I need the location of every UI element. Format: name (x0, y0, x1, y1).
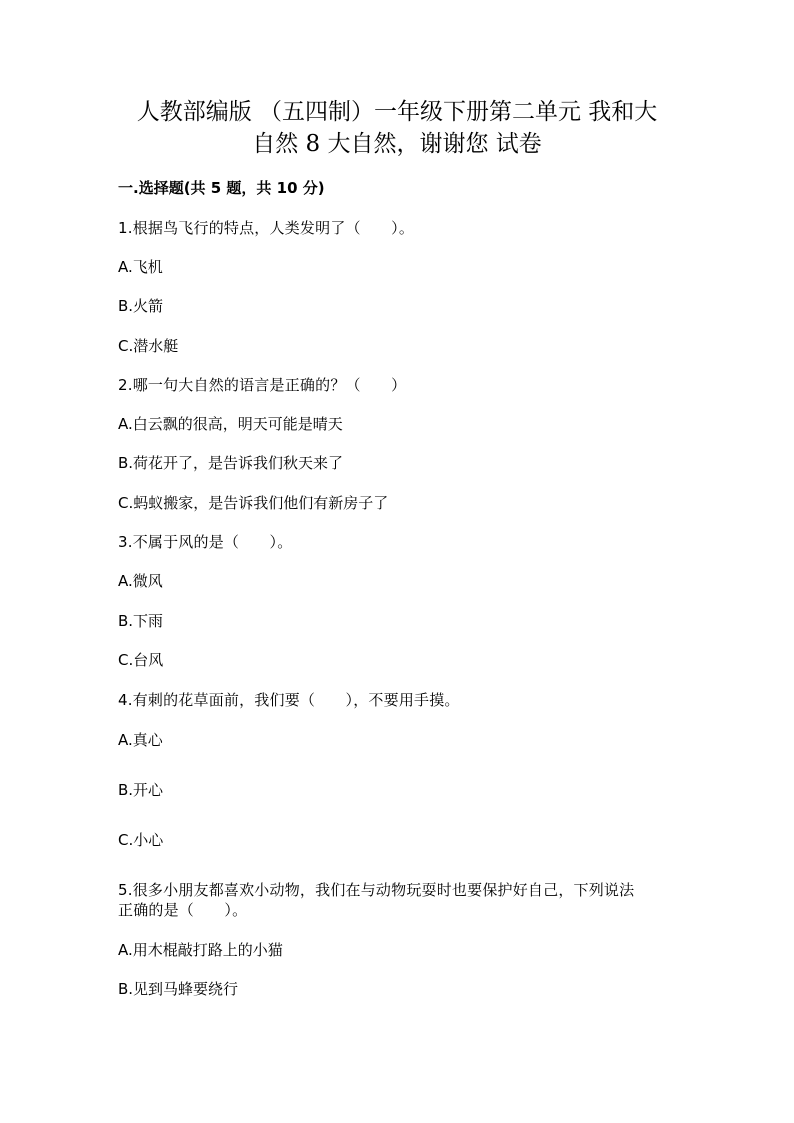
question-5-option-b: B.见到马蜂要绕行 (118, 980, 239, 998)
question-2-option-c: C.蚂蚁搬家，是告诉我们他们有新房子了 (118, 494, 389, 512)
section-heading: 一.选择题(共 5 题，共 10 分) (118, 179, 325, 197)
question-5-option-a: A.用木棍敲打路上的小猫 (118, 941, 283, 959)
question-3-option-c: C.台风 (118, 651, 164, 669)
question-1-option-c: C.潜水艇 (118, 337, 179, 355)
question-2-option-a: A.白云飘的很高，明天可能是晴天 (118, 415, 343, 433)
question-2-stem: 2.哪一句大自然的语言是正确的？（ ） (118, 376, 407, 394)
question-2-option-b: B.荷花开了，是告诉我们秋天来了 (118, 454, 344, 472)
question-1-option-b: B.火箭 (118, 297, 164, 315)
question-4-option-c: C.小心 (118, 831, 164, 849)
question-3-option-b: B.下雨 (118, 612, 164, 630)
question-4-option-a: A.真心 (118, 731, 163, 749)
question-4-option-b: B.开心 (118, 781, 164, 799)
question-5-stem-line-1: 5.很多小朋友都喜欢小动物，我们在与动物玩耍时也要保护好自己，下列说法 (118, 881, 635, 899)
document-title-line-1: 人教部编版 （五四制）一年级下册第二单元 我和大 (136, 99, 658, 125)
question-4-stem: 4.有刺的花草面前，我们要（ ），不要用手摸。 (118, 691, 460, 709)
question-1-stem: 1.根据鸟飞行的特点，人类发明了（ ）。 (118, 219, 415, 237)
document-title-line-2: 自然 8 大自然，谢谢您 试卷 (252, 131, 542, 157)
question-5-stem-line-2: 正确的是（ ）。 (118, 901, 248, 919)
question-3-stem: 3.不属于风的是（ ）。 (118, 533, 293, 551)
question-1-option-a: A.飞机 (118, 258, 163, 276)
question-3-option-a: A.微风 (118, 572, 163, 590)
